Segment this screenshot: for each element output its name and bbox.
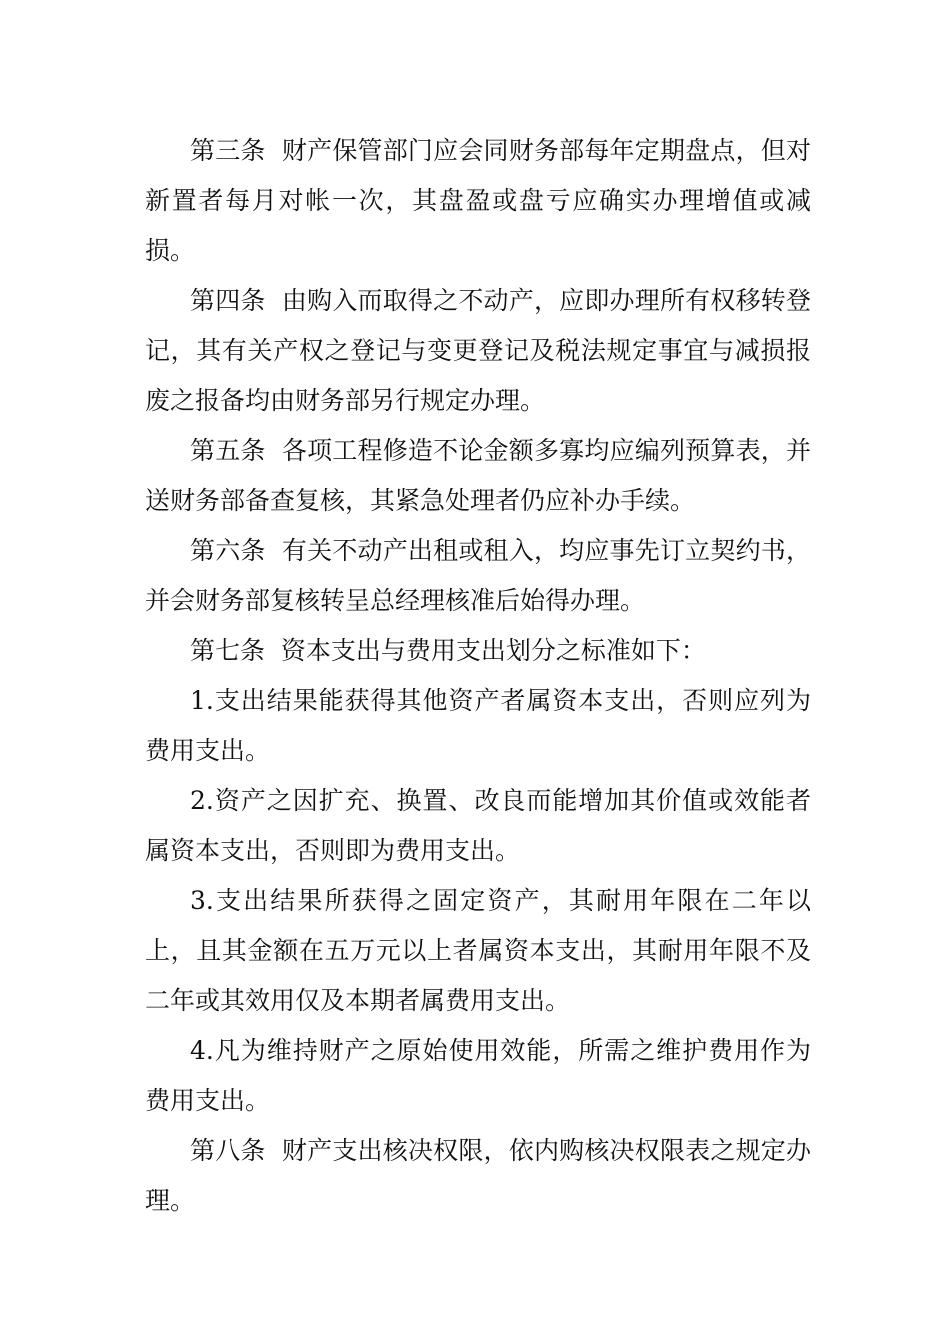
article-4-paragraph: 第四条 由购入而取得之不动产，应即办理所有权移转登记，其有关产权之登记与变更登记及税法规定事宜与减损报废之报备均由财务部另行规定办理。	[145, 286, 811, 415]
article-6-paragraph: 第六条 有关不动产出租或租入，均应事先订立契约书，并会财务部复核转呈总经理核准后始得办理。	[145, 536, 811, 615]
article-7-paragraph: 第七条 资本支出与费用支出划分之标准如下：	[190, 636, 706, 665]
article-7-item-2: 2.资产之因扩充、换置、改良而能增加其价值或效能者属资本支出，否则即为费用支出。	[145, 786, 811, 865]
article-7-item-4: 4.凡为维持财产之原始使用效能，所需之维护费用作为费用支出。	[145, 1036, 811, 1115]
article-7-item-3: 3.支出结果所获得之固定资产，其耐用年限在二年以上，且其金额在五万元以上者属资本支出，其耐用年限不及二年或其效用仅及本期者属费用支出。	[145, 886, 811, 1015]
article-5-paragraph: 第五条 各项工程修造不论金额多寡均应编列预算表，并送财务部备查复核，其紧急处理者仍应补办手续。	[145, 436, 811, 515]
article-8-paragraph: 第八条 财产支出核决权限，依内购核决权限表之规定办理。	[145, 1136, 811, 1215]
document-body	[145, 126, 811, 1226]
article-3-paragraph: 第三条 财产保管部门应会同财务部每年定期盘点，但对新置者每月对帐一次，其盘盈或盘亏应确实办理增值或减损。	[145, 136, 811, 265]
article-7-item-1: 1.支出结果能获得其他资产者属资本支出，否则应列为费用支出。	[145, 686, 811, 765]
